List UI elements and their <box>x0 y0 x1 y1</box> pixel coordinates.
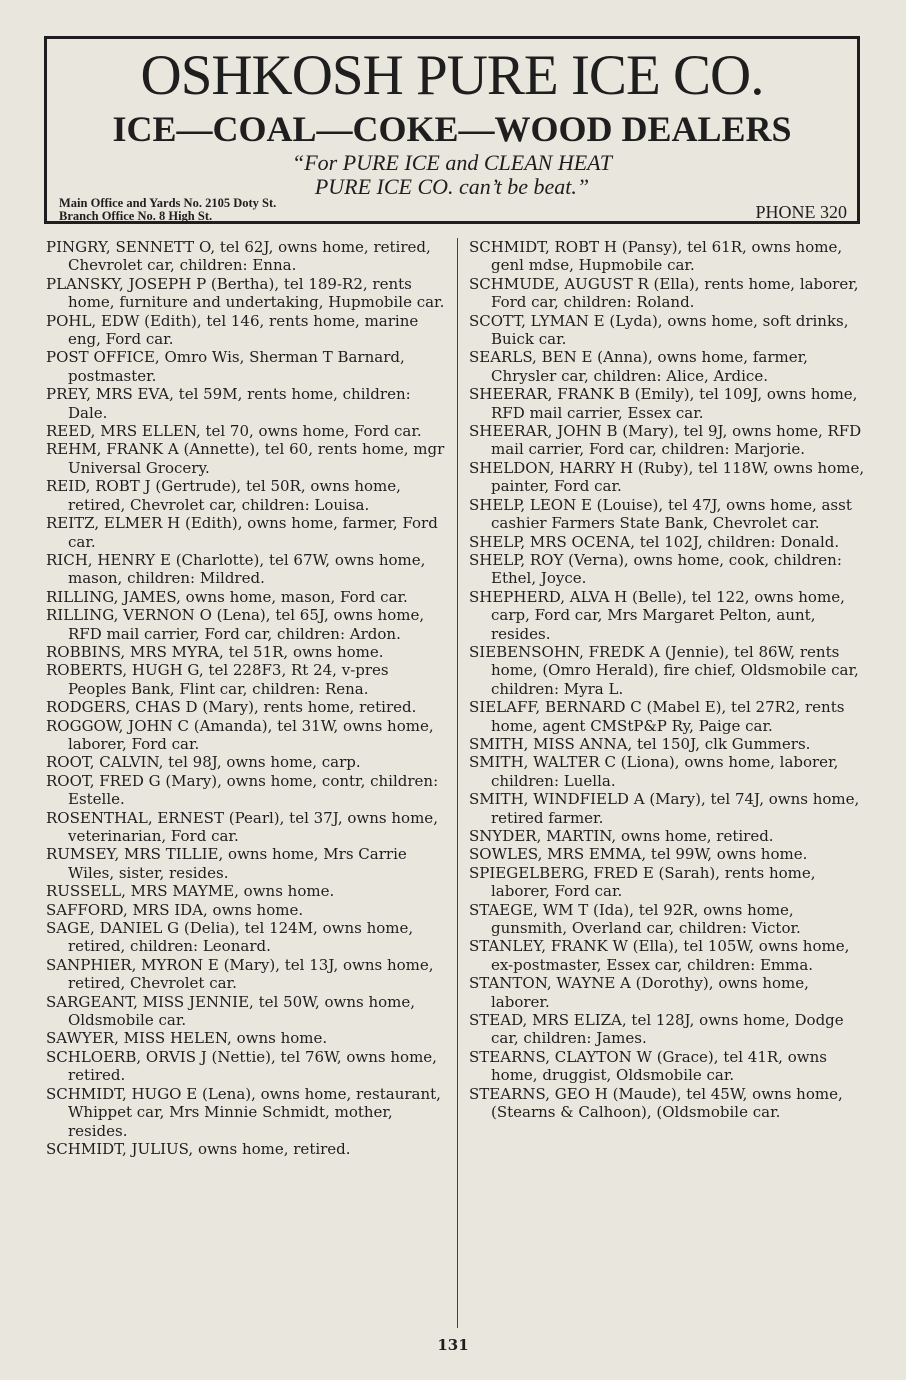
directory-entry: ROBBINS, MRS MYRA, tel 51R, owns home. <box>46 642 384 661</box>
directory-entry: ROGGOW, JOHN C (Amanda), tel 31W, owns home, laborer, Ford car. <box>46 716 434 753</box>
directory-entry: SHEERAR, JOHN B (Mary), tel 9J, owns home, RFD mail carrier, Ford car, children: Marjorie. <box>469 422 862 459</box>
directory-entry: SAFFORD, MRS IDA, owns home. <box>46 900 304 919</box>
directory-entry: SAGE, DANIEL G (Delia), tel 124M, owns home, retired, children: Leonard. <box>46 919 414 956</box>
directory-entry: SHELP, LEON E (Louise), tel 47J, owns home, asst cashier Farmers State Bank, Chevrolet car. <box>469 495 852 533</box>
directory-entry: STEARNS, GEO H (Maude), tel 45W, owns home, (Stearns & Calhoon), (Oldsmobile car. <box>469 1084 843 1122</box>
directory-entry: STANTON, WAYNE A (Dorothy), owns home, laborer. <box>469 974 809 1011</box>
directory-entry: SMITH, MISS ANNA, tel 150J, clk Gummers. <box>469 734 811 753</box>
directory-entry: SHEERAR, FRANK B (Emily), tel 109J, owns home, RFD mail carrier, Essex car. <box>469 385 858 422</box>
slogan-line-1: “For PURE ICE and CLEAN HEAT <box>291 150 613 175</box>
directory-entry: SHELP, MRS OCENA, tel 102J, children: Donald. <box>469 532 840 551</box>
directory-entry: STEAD, MRS ELIZA, tel 128J, owns home, Dodge car, children: James. <box>469 1011 844 1048</box>
directory-entry: REED, MRS ELLEN, tel 70, owns home, Ford car. <box>46 422 422 441</box>
branch-office: Branch Office No. 8 High St. <box>59 209 213 223</box>
page-number: 131 <box>437 1336 469 1354</box>
directory-entry: SHEPHERD, ALVA H (Belle), tel 122, owns home, carp, Ford car, Mrs Margaret Pelton, aunt, resides. <box>469 587 845 643</box>
directory-entry: SCHLOERB, ORVIS J (Nettie), tel 76W, owns home, retired. <box>46 1047 437 1085</box>
directory-entry: REID, ROBT J (Gertrude), tel 50R, owns home, retired, Chevrolet car, children: Louisa. <box>46 477 401 514</box>
dealers-line: ICE—COAL—COKE—WOOD DEALERS <box>112 109 792 149</box>
directory-entry: POST OFFICE, Omro Wis, Sherman T Barnard, postmaster. <box>46 348 405 385</box>
directory-entry: POHL, EDW (Edith), tel 146, rents home, marine eng, Ford car. <box>46 311 419 349</box>
directory-entry: SHELDON, HARRY H (Ruby), tel 118W, owns home, painter, Ford car. <box>469 458 865 496</box>
directory-entry: SNYDER, MARTIN, owns home, retired. <box>469 827 774 845</box>
directory-entry: SCHMIDT, ROBT H (Pansy), tel 61R, owns home, genl mdse, Hupmobile car. <box>469 238 843 275</box>
directory-entry: PINGRY, SENNETT O, tel 62J, owns home, retired, Chevrolet car, children: Enna. <box>46 238 431 275</box>
right-column <box>469 238 869 1122</box>
directory-entry: PREY, MRS EVA, tel 59M, rents home, children: Dale. <box>46 385 411 422</box>
directory-entry: SCHMIDT, HUGO E (Lena), owns home, restaurant, Whippet car, Mrs Minnie Schmidt, mother, resides. <box>46 1084 441 1140</box>
phone-number: PHONE 320 <box>755 202 847 222</box>
directory-entry: REHM, FRANK A (Annette), tel 60, rents home, mgr Universal Grocery. <box>46 440 445 477</box>
directory-entry: RUMSEY, MRS TILLIE, owns home, Mrs Carrie Wiles, sister, resides. <box>46 845 407 882</box>
directory-entry: RUSSELL, MRS MAYME, owns home. <box>46 882 335 901</box>
directory-entry: SHELP, ROY (Verna), owns home, cook, children: Ethel, Joyce. <box>469 550 842 588</box>
slogan <box>47 151 857 199</box>
company-name: OSHKOSH PURE ICE CO. <box>140 44 764 107</box>
directory-entry: RODGERS, CHAS D (Mary), rents home, retired. <box>46 698 417 717</box>
directory-entry: SIELAFF, BERNARD C (Mabel E), tel 27R2, rents home, agent CMStP&P Ry, Paige car. <box>469 698 845 735</box>
advertisement-box <box>44 36 860 224</box>
directory-entry: ROOT, FRED G (Mary), owns home, contr, children: Estelle. <box>46 771 439 809</box>
directory-entry: RILLING, JAMES, owns home, mason, Ford car. <box>46 587 408 606</box>
directory-entry: SCHMIDT, JULIUS, owns home, retired. <box>46 1139 351 1158</box>
directory-entry: ROBERTS, HUGH G, tel 228F3, Rt 24, v-pres Peoples Bank, Flint car, children: Rena. <box>46 661 389 698</box>
column-divider <box>457 238 458 1328</box>
directory-entry: SPIEGELBERG, FRED E (Sarah), rents home, laborer, Ford car. <box>469 863 816 901</box>
directory-entry: SEARLS, BEN E (Anna), owns home, farmer, Chrysler car, children: Alice, Ardice. <box>469 348 808 385</box>
directory-entry: SARGEANT, MISS JENNIE, tel 50W, owns home, Oldsmobile car. <box>46 992 416 1030</box>
main-office: Main Office and Yards No. 2105 Doty St. <box>59 196 277 210</box>
directory-entry: SCOTT, LYMAN E (Lyda), owns home, soft drinks, Buick car. <box>469 311 849 349</box>
directory-entry: STANLEY, FRANK W (Ella), tel 105W, owns home, ex-postmaster, Essex car, children: Emma. <box>469 937 850 974</box>
directory-entry: REITZ, ELMER H (Edith), owns home, farmer, Ford car. <box>46 514 438 551</box>
directory-entry: STAEGE, WM T (Ida), tel 92R, owns home, gunsmith, Overland car, children: Victor. <box>469 900 801 938</box>
directory-entry: ROOT, CALVIN, tel 98J, owns home, carp. <box>46 753 361 772</box>
directory-entry: PLANSKY, JOSEPH P (Bertha), tel 189-R2, rents home, furniture and undertaking, Hupmobile car. <box>46 274 445 312</box>
directory-entry: RILLING, VERNON O (Lena), tel 65J, owns home, RFD mail carrier, Ford car, children: Ardon. <box>46 606 425 643</box>
directory-entry: RICH, HENRY E (Charlotte), tel 67W, owns home, mason, children: Mildred. <box>46 550 426 588</box>
office-addresses <box>59 197 276 223</box>
directory-entry: SMITH, WALTER C (Liona), owns home, laborer, children: Luella. <box>469 753 839 790</box>
directory-entry: SCHMUDE, AUGUST R (Ella), rents home, laborer, Ford car, children: Roland. <box>469 274 859 312</box>
directory-entry: SMITH, WINDFIELD A (Mary), tel 74J, owns home, retired farmer. <box>469 790 860 827</box>
directory-entry: SAWYER, MISS HELEN, owns home. <box>46 1029 328 1048</box>
directory-entry: SIEBENSOHN, FREDK A (Jennie), tel 86W, rents home, (Omro Herald), fire chief, Oldsmobile car, children: Myra L. <box>469 642 859 698</box>
directory-entry: STEARNS, CLAYTON W (Grace), tel 41R, owns home, druggist, Oldsmobile car. <box>469 1047 827 1085</box>
directory-entry: ROSENTHAL, ERNEST (Pearl), tel 37J, owns home, veterinarian, Ford car. <box>46 808 438 845</box>
directory-entry: SOWLES, MRS EMMA, tel 99W, owns home. <box>469 845 808 864</box>
left-column <box>46 238 446 1158</box>
slogan-line-2: PURE ICE CO. can’t be beat.” <box>314 174 590 199</box>
directory-entry: SANPHIER, MYRON E (Mary), tel 13J, owns home, retired, Chevrolet car. <box>46 955 434 993</box>
